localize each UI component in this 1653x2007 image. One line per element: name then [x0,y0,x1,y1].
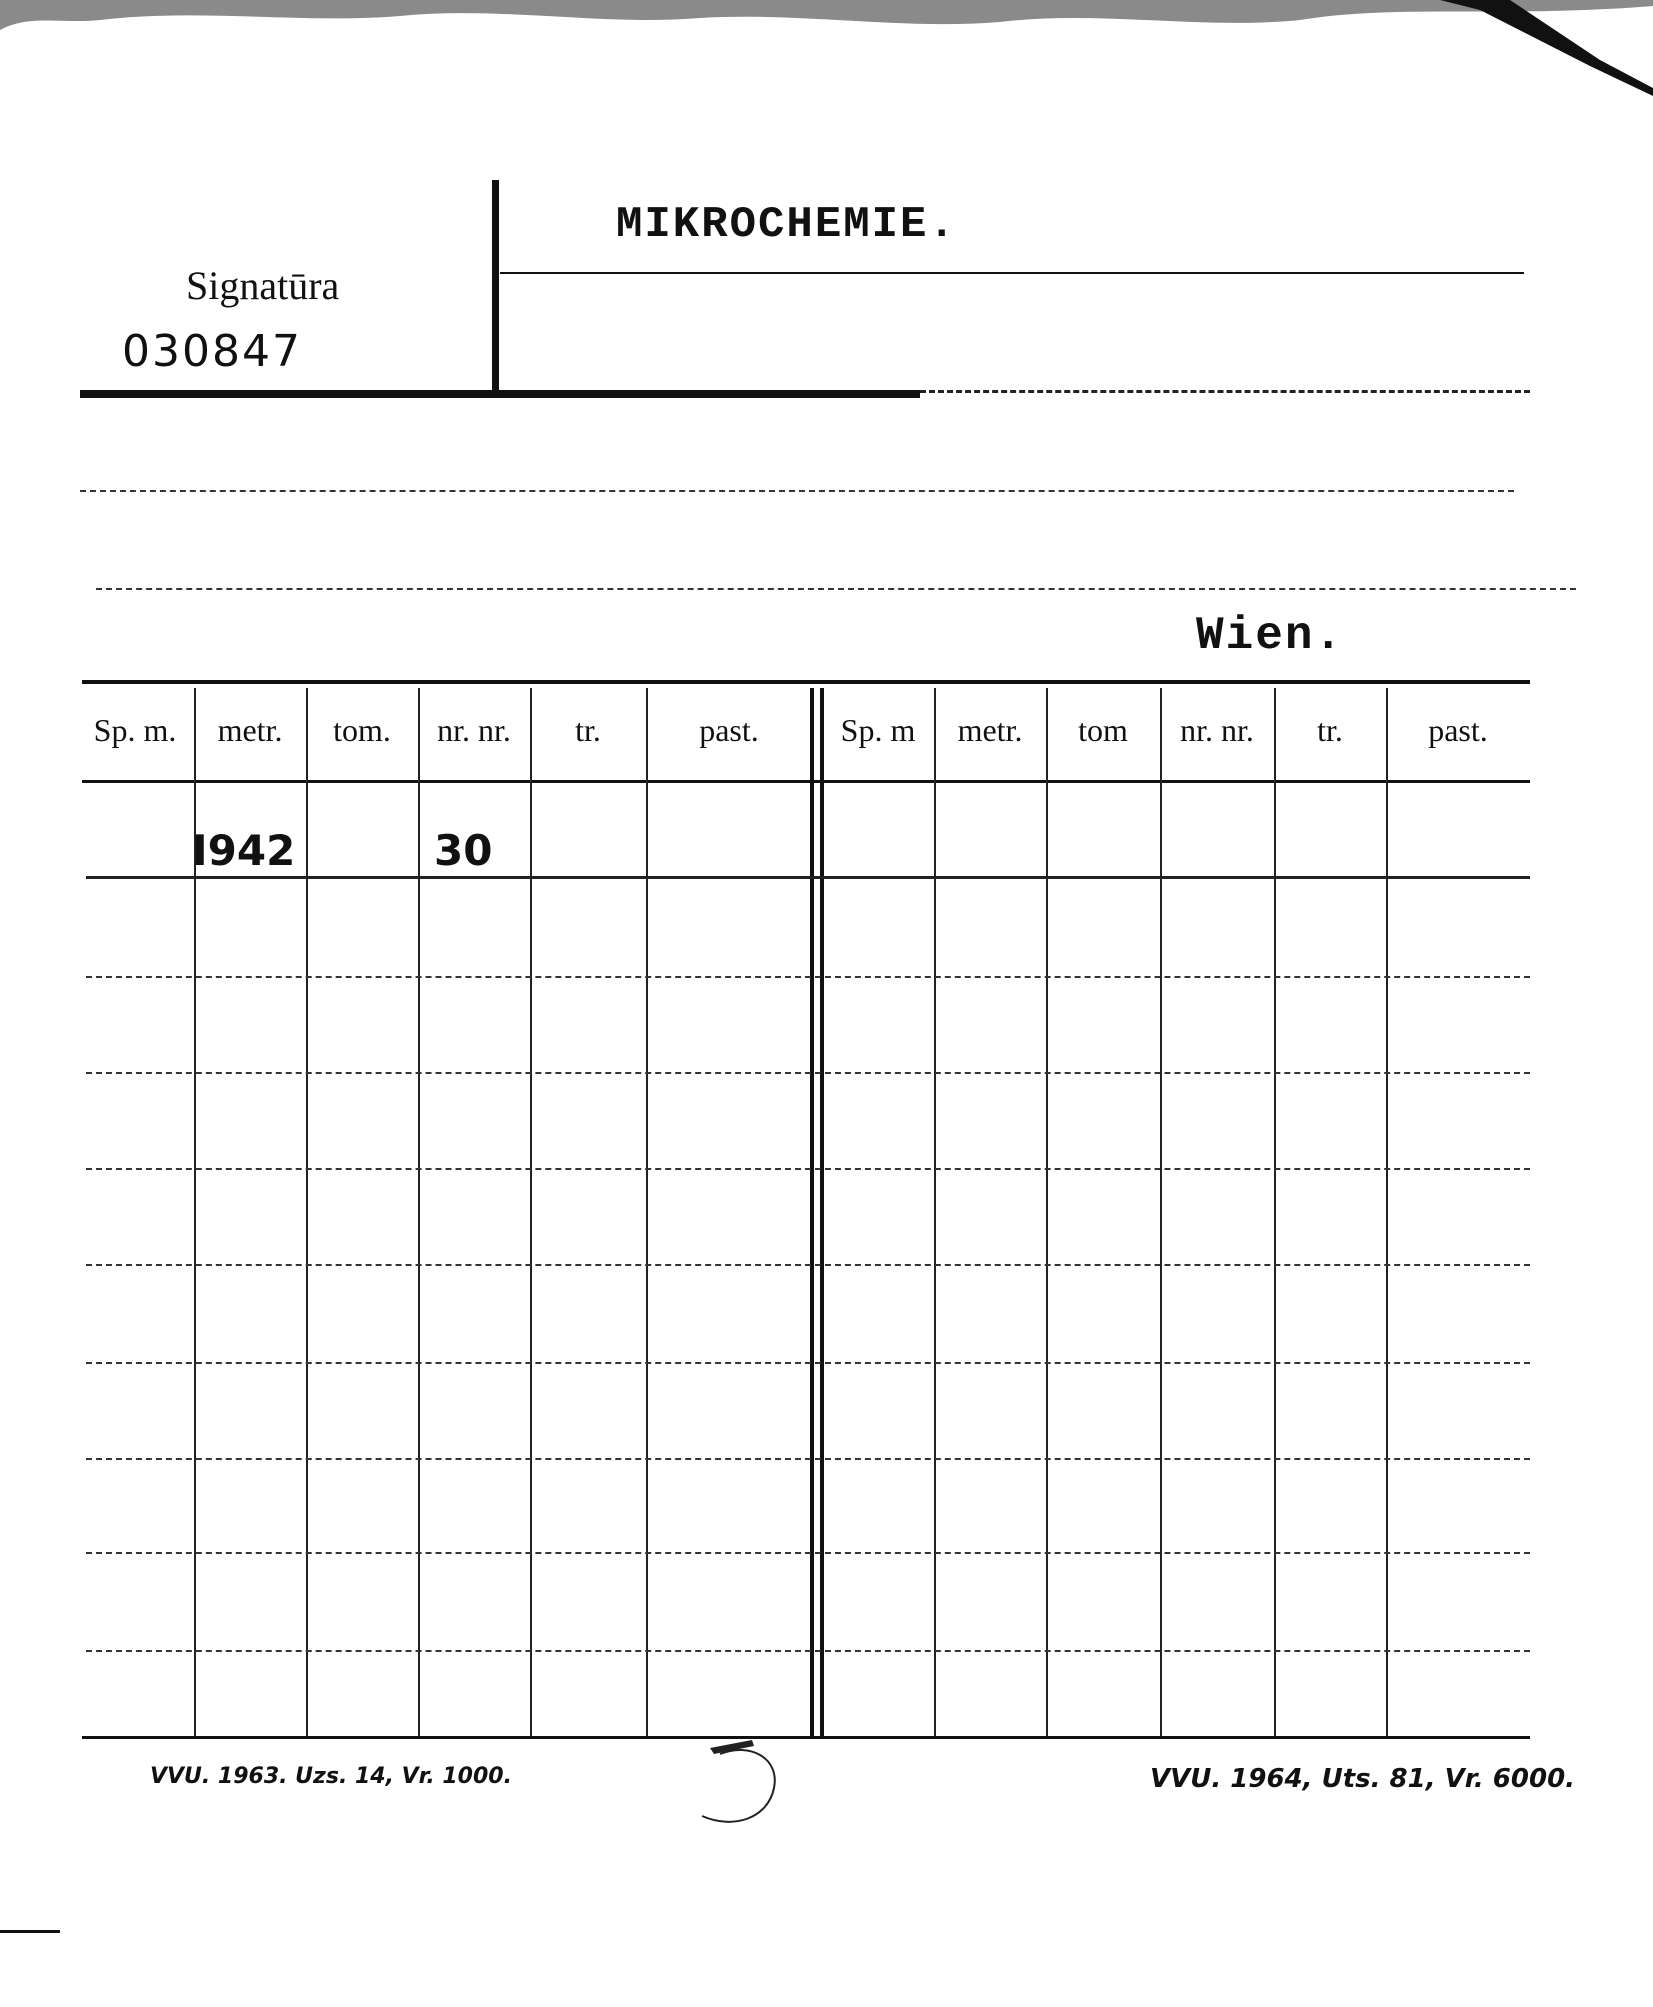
footnote-right: VVU. 1964, Uts. 81, Vr. 6000. [1150,1764,1576,1794]
row-line-2 [86,976,1530,978]
row-line-8 [86,1552,1530,1554]
row-line-6 [86,1362,1530,1364]
header-nr-left: nr. nr. [437,712,511,748]
header-tr-right: tr. [1317,712,1343,748]
table-top-rule [82,680,1530,684]
header-tom-left: tom. [333,712,391,748]
stamp-mark [690,1740,790,1830]
table-bottom-rule [82,1736,1530,1739]
blank-line-1 [80,490,1514,492]
header-sp-m-right: Sp. m [840,712,916,748]
header-metr-right: metr. [957,712,1023,748]
header-bottom-rule [80,390,920,398]
col-line-3 [418,688,420,1738]
header-bottom-rule-dashed [920,390,1530,393]
header-tom-right: tom [1078,712,1128,748]
col-line-9 [1160,688,1162,1738]
col-divider-right [820,688,824,1738]
header-metr-left: metr. [217,712,283,748]
signatura-number: 030847 [122,326,302,377]
row-line-9 [86,1650,1530,1652]
row-line-4 [86,1168,1530,1170]
header-divider [492,180,499,390]
scan-mark-bottom-left [0,1930,60,1933]
col-line-2 [306,688,308,1738]
header-past-left: past. [699,712,759,748]
header-sp-m-left: Sp. m. [93,712,177,748]
col-line-10 [1274,688,1276,1738]
card-title: MIKROCHEMIE. [616,200,957,250]
scan-edge-corner [1440,0,1653,100]
col-line-4 [530,688,532,1738]
header-nr-right: nr. nr. [1180,712,1254,748]
row-line-1 [86,876,1530,879]
signatura-label: Signatūra [186,263,340,308]
header-tr-left: tr. [575,712,601,748]
row-line-3 [86,1072,1530,1074]
footnote-left: VVU. 1963. Uzs. 14, Vr. 1000. [150,1764,512,1789]
col-line-5 [646,688,648,1738]
row-line-7 [86,1458,1530,1460]
col-line-8 [1046,688,1048,1738]
col-line-11 [1386,688,1388,1738]
col-divider-left [810,688,814,1738]
row-line-5 [86,1264,1530,1266]
header-past-right: past. [1428,712,1488,748]
title-underline [500,272,1524,274]
cell-nr-number: 30 [434,826,493,875]
table-header-rule [82,780,1530,783]
blank-line-2 [96,588,1576,590]
cell-metr-year: I942 [192,826,296,875]
scan-edge-top [0,0,1653,40]
col-line-7 [934,688,936,1738]
publication-city: Wien. [1196,610,1345,662]
